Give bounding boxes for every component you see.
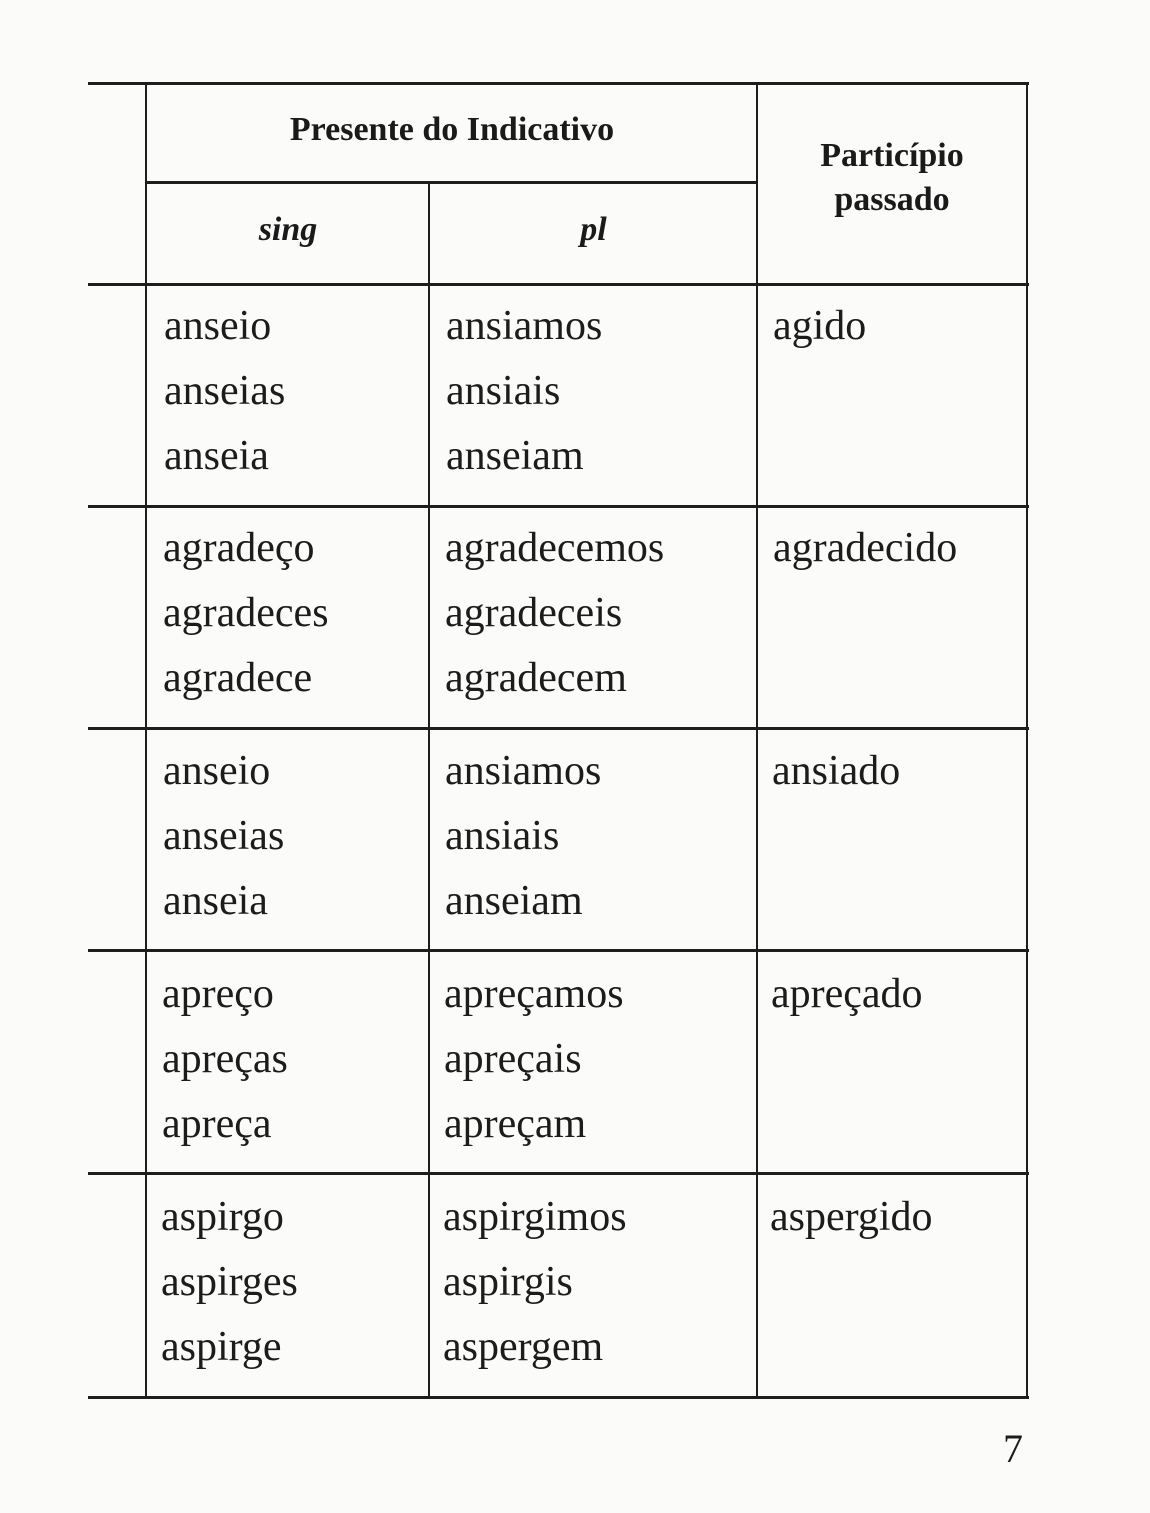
row-2-participle <box>773 516 957 581</box>
row-3-pl <box>445 739 601 934</box>
column-border-sing-pl <box>428 181 430 1398</box>
row-5-sing-2: aspirges <box>161 1259 298 1305</box>
row-3-sing-3: anseia <box>163 878 268 924</box>
row-2-sing-3: agradece <box>163 655 313 701</box>
row-2-sing-2: agradeces <box>163 590 329 636</box>
row-divider <box>88 949 1029 952</box>
row-1-pl <box>446 294 602 489</box>
row-5-sing-3: aspirge <box>161 1324 282 1370</box>
row-5-sing-1: aspirgo <box>161 1194 284 1240</box>
row-4-participle <box>771 962 923 1027</box>
row-2-pl-2: agradeceis <box>445 590 623 636</box>
row-5-participle <box>770 1185 933 1250</box>
header-bottom-rule <box>88 283 1029 286</box>
header-pl: pl <box>580 211 607 248</box>
row-2-pl-1: agradecemos <box>445 525 665 571</box>
header-participio-passado <box>758 134 1026 222</box>
table-top-rule <box>88 82 1029 85</box>
row-4-pl-3: apreçam <box>444 1101 587 1147</box>
row-2-sing <box>163 516 329 711</box>
column-border-right <box>1026 82 1028 1398</box>
row-4-sing-3: apreça <box>162 1101 272 1147</box>
row-3-participle <box>772 739 900 804</box>
row-4-sing <box>162 962 288 1157</box>
row-1-sing-1: anseio <box>164 303 272 349</box>
header-divider <box>147 181 757 184</box>
page-number: 7 <box>1003 1426 1023 1471</box>
row-3-participle-text: ansiado <box>772 748 901 794</box>
header-sing: sing <box>258 211 318 248</box>
row-5-pl <box>443 1185 627 1380</box>
row-1-sing-2: anseias <box>164 368 286 414</box>
row-4-pl-2: apreçais <box>444 1036 582 1082</box>
row-1-participle-text: agido <box>773 303 867 349</box>
column-border-left <box>145 82 147 1398</box>
row-5-sing <box>161 1185 298 1380</box>
row-1-pl-1: ansiamos <box>446 303 603 349</box>
row-4-sing-2: apreças <box>162 1036 288 1082</box>
table-bottom-rule <box>88 1396 1029 1399</box>
row-3-sing-2: anseias <box>163 813 285 859</box>
row-1-pl-2: ansiais <box>446 368 561 414</box>
row-divider <box>88 1172 1029 1175</box>
row-5-pl-3: aspergem <box>443 1324 604 1370</box>
row-1-sing-3: anseia <box>164 433 269 479</box>
row-2-pl-3: agradecem <box>445 655 627 701</box>
row-4-pl-1: apreçamos <box>444 971 624 1017</box>
header-participio-line1: Particípio <box>820 137 964 174</box>
row-3-pl-3: anseiam <box>445 878 583 924</box>
row-3-sing <box>163 739 284 934</box>
row-4-sing-1: apreço <box>162 971 274 1017</box>
row-2-pl <box>445 516 664 711</box>
column-border-pl-participle <box>756 82 758 1398</box>
header-participio-line2: passado <box>834 181 950 218</box>
row-1-sing <box>164 294 285 489</box>
row-4-pl <box>444 962 624 1157</box>
header-presente-do-indicativo: Presente do Indicativo <box>289 111 615 148</box>
row-1-participle <box>773 294 866 359</box>
row-3-pl-1: ansiamos <box>445 748 602 794</box>
row-divider <box>88 505 1029 508</box>
row-4-participle-text: apreçado <box>771 971 923 1017</box>
row-divider <box>88 727 1029 730</box>
row-5-pl-2: aspirgis <box>443 1259 573 1305</box>
row-5-pl-1: aspirgimos <box>443 1194 627 1240</box>
row-2-participle-text: agradecido <box>773 525 958 571</box>
row-5-participle-text: aspergido <box>770 1194 933 1240</box>
row-3-pl-2: ansiais <box>445 813 560 859</box>
row-2-sing-1: agradeço <box>163 525 315 571</box>
row-1-pl-3: anseiam <box>446 433 584 479</box>
row-3-sing-1: anseio <box>163 748 271 794</box>
